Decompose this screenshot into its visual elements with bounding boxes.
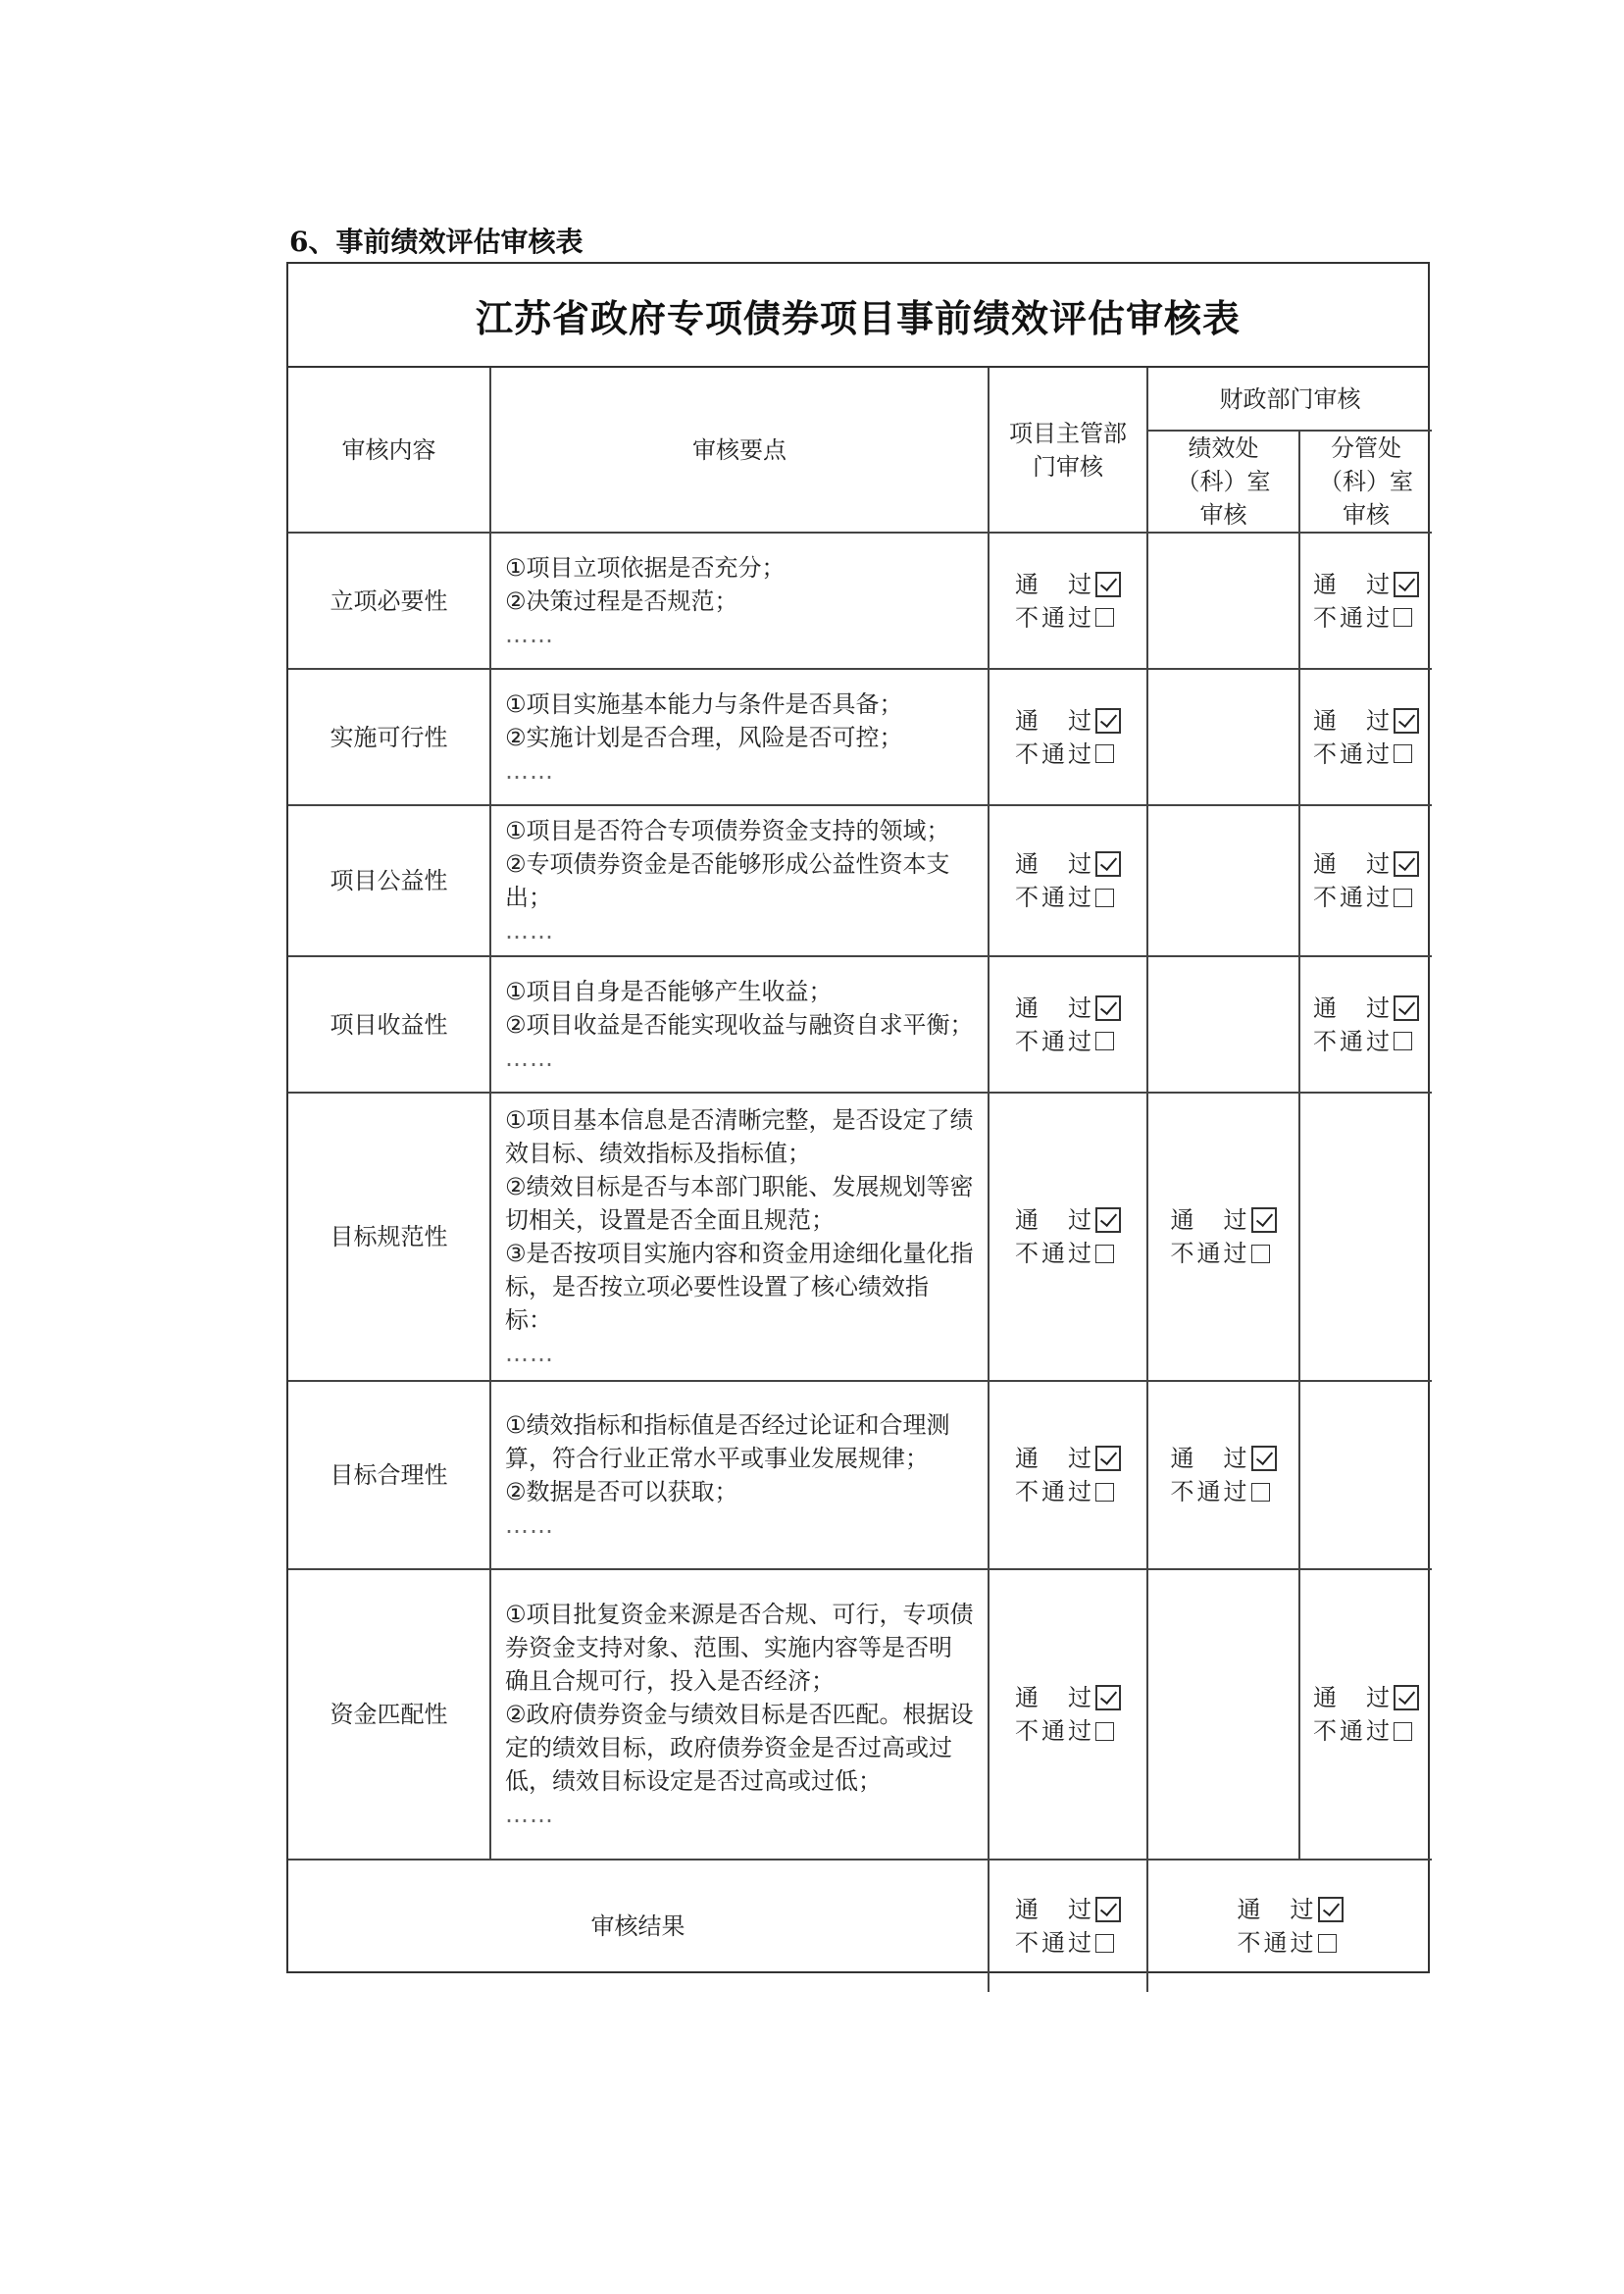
pass-label: 通 过 <box>1313 706 1390 735</box>
fail-label: 不通过 <box>1170 1240 1247 1267</box>
review-item: 实施可行性 <box>288 669 490 805</box>
header-perf-office: 绩效处（科）室审核 <box>1147 431 1299 533</box>
ellipsis: …… <box>505 756 554 785</box>
fail-label: 不通过 <box>1313 1717 1390 1745</box>
pass-fail-mark <box>1015 1442 1121 1508</box>
perf-review-cell <box>1147 1381 1299 1569</box>
table-row <box>288 1381 1432 1569</box>
pass-label: 通 过 <box>1170 1445 1247 1472</box>
form-title: 江苏省政府专项债券项目事前绩效评估审核表 <box>288 264 1428 368</box>
ellipsis: …… <box>505 1511 554 1539</box>
ellipsis: …… <box>505 1801 554 1828</box>
review-point: ①绩效指标和指标值是否经过论证和合理测算，符合行业正常水平或事业发展规律； <box>505 1411 950 1472</box>
result-label: 审核结果 <box>288 1860 989 1992</box>
pass-fail-mark <box>1313 847 1419 914</box>
fail-label: 不通过 <box>1015 739 1091 768</box>
pass-fail-mark <box>1015 1893 1121 1960</box>
review-point: ①项目批复资金来源是否合规、可行，专项债券资金支持对象、范围、实施内容等是否明确且合规可行，投入是否经济； <box>505 1601 974 1695</box>
fail-label: 不通过 <box>1015 1929 1091 1957</box>
review-point: ①项目基本信息是否清晰完整，是否设定了绩效目标、绩效指标及指标值； <box>505 1106 974 1167</box>
pass-label: 通 过 <box>1015 850 1091 878</box>
finance-result-cell <box>1147 1860 1432 1992</box>
fail-label: 不通过 <box>1313 884 1390 911</box>
dept-result-cell <box>989 1860 1147 1992</box>
fail-checkbox[interactable] <box>1095 1934 1114 1953</box>
fail-label: 不通过 <box>1237 1929 1314 1957</box>
table-row <box>288 533 1432 669</box>
review-point: ③是否按项目实施内容和资金用途细化量化指标，是否按立项必要性设置了核心绩效指标： <box>505 1240 974 1334</box>
pass-fail-mark <box>1015 1203 1121 1270</box>
section-title: 6、事前绩效评估审核表 <box>289 226 584 258</box>
result-row <box>288 1860 1432 1992</box>
review-point: ②实施计划是否合理，风险是否可控； <box>505 723 903 751</box>
fail-checkbox[interactable] <box>1394 744 1412 763</box>
review-item: 项目收益性 <box>288 956 490 1093</box>
header-points: 审核要点 <box>490 368 989 533</box>
review-point: ①项目自身是否能够产生收益； <box>505 977 833 1005</box>
perf-review-cell <box>1147 533 1299 669</box>
branch-review-cell <box>1299 956 1432 1093</box>
table-row <box>288 669 1432 805</box>
pass-checkbox[interactable] <box>1095 1897 1121 1922</box>
review-item: 资金匹配性 <box>288 1569 490 1860</box>
fail-checkbox[interactable] <box>1095 608 1114 627</box>
fail-label: 不通过 <box>1015 603 1091 632</box>
pass-fail-mark <box>1171 1442 1277 1508</box>
pass-label: 通 过 <box>1015 570 1091 598</box>
review-points <box>490 533 989 669</box>
pass-checkbox[interactable] <box>1394 708 1419 734</box>
review-point: ①项目是否符合专项债券资金支持的领域； <box>505 817 950 844</box>
dept-review-cell <box>989 1381 1147 1569</box>
header-finance-review: 财政部门审核 <box>1147 368 1432 431</box>
pass-label: 通 过 <box>1313 570 1390 598</box>
pass-fail-mark <box>1015 1681 1121 1748</box>
branch-review-cell <box>1299 669 1432 805</box>
pass-label: 通 过 <box>1313 994 1390 1022</box>
dept-review-cell <box>989 956 1147 1093</box>
dept-review-cell <box>989 533 1147 669</box>
review-item: 目标规范性 <box>288 1093 490 1381</box>
pass-label: 通 过 <box>1313 1684 1390 1711</box>
review-points <box>490 805 989 956</box>
review-point: ①项目实施基本能力与条件是否具备； <box>505 689 903 718</box>
fail-checkbox[interactable] <box>1251 1245 1270 1263</box>
fail-label: 不通过 <box>1015 884 1091 911</box>
fail-label: 不通过 <box>1313 603 1390 632</box>
pass-label: 通 过 <box>1015 1206 1091 1234</box>
ellipsis: …… <box>505 1044 554 1072</box>
table-row <box>288 956 1432 1093</box>
pass-fail-mark <box>1015 847 1121 914</box>
review-point: ②专项债券资金是否能够形成公益性资本支出； <box>505 850 950 911</box>
dept-review-cell <box>989 669 1147 805</box>
review-point: ②项目收益是否能实现收益与融资自求平衡； <box>505 1010 974 1039</box>
branch-review-cell <box>1299 533 1432 669</box>
ellipsis: …… <box>505 620 554 648</box>
fail-checkbox[interactable] <box>1394 1722 1412 1741</box>
branch-review-cell <box>1299 1569 1432 1860</box>
pass-checkbox[interactable] <box>1095 995 1121 1021</box>
fail-checkbox[interactable] <box>1394 889 1412 907</box>
review-point: ①项目立项依据是否充分； <box>505 553 786 582</box>
pass-checkbox[interactable] <box>1394 1685 1419 1710</box>
review-point: ②政府债券资金与绩效目标是否匹配。根据设定的绩效目标，政府债券资金是否过高或过低，绩效目标设定是否过高或过低； <box>505 1701 974 1795</box>
perf-review-cell <box>1147 956 1299 1093</box>
pass-fail-mark <box>1313 992 1419 1058</box>
fail-label: 不通过 <box>1015 1478 1091 1505</box>
ellipsis: …… <box>505 1340 554 1367</box>
fail-checkbox[interactable] <box>1095 1032 1114 1050</box>
pass-checkbox[interactable] <box>1394 851 1419 877</box>
fail-checkbox[interactable] <box>1394 1032 1412 1050</box>
table-row <box>288 1569 1432 1860</box>
pass-checkbox[interactable] <box>1251 1446 1277 1471</box>
perf-review-cell <box>1147 805 1299 956</box>
table-row <box>288 1093 1432 1381</box>
pass-checkbox[interactable] <box>1394 995 1419 1021</box>
fail-checkbox[interactable] <box>1095 1722 1114 1741</box>
pass-label: 通 过 <box>1237 1896 1314 1923</box>
pass-checkbox[interactable] <box>1251 1207 1277 1233</box>
fail-checkbox[interactable] <box>1095 1483 1114 1502</box>
review-point: ②绩效目标是否与本部门职能、发展规划等密切相关，设置是否全面且规范； <box>505 1173 974 1234</box>
branch-review-cell <box>1299 805 1432 956</box>
pass-label: 通 过 <box>1170 1206 1247 1234</box>
branch-review-cell <box>1299 1381 1432 1569</box>
review-points <box>490 1381 989 1569</box>
review-point: ②决策过程是否规范； <box>505 586 738 615</box>
fail-label: 不通过 <box>1313 739 1390 768</box>
fail-label: 不通过 <box>1015 1027 1091 1055</box>
pass-label: 通 过 <box>1015 706 1091 735</box>
pass-label: 通 过 <box>1015 1896 1091 1923</box>
review-item: 目标合理性 <box>288 1381 490 1569</box>
pass-checkbox[interactable] <box>1095 851 1121 877</box>
review-form <box>286 262 1430 1973</box>
perf-review-cell <box>1147 1093 1299 1381</box>
pass-label: 通 过 <box>1015 1445 1091 1472</box>
pass-checkbox[interactable] <box>1394 572 1419 597</box>
pass-checkbox[interactable] <box>1095 1685 1121 1710</box>
pass-checkbox[interactable] <box>1095 708 1121 734</box>
perf-review-cell <box>1147 669 1299 805</box>
pass-fail-mark <box>1171 1203 1277 1270</box>
fail-checkbox[interactable] <box>1095 889 1114 907</box>
pass-label: 通 过 <box>1015 1684 1091 1711</box>
header-row <box>288 368 1432 431</box>
perf-review-cell <box>1147 1569 1299 1860</box>
dept-review-cell <box>989 1093 1147 1381</box>
pass-checkbox[interactable] <box>1318 1897 1344 1922</box>
review-item: 项目公益性 <box>288 805 490 956</box>
review-points <box>490 669 989 805</box>
fail-checkbox[interactable] <box>1095 744 1114 763</box>
review-points <box>490 1093 989 1381</box>
branch-review-cell <box>1299 1093 1432 1381</box>
review-points <box>490 956 989 1093</box>
dept-review-cell <box>989 1569 1147 1860</box>
fail-checkbox[interactable] <box>1318 1934 1337 1953</box>
fail-label: 不通过 <box>1313 1027 1390 1055</box>
ellipsis: …… <box>505 917 554 944</box>
fail-label: 不通过 <box>1015 1240 1091 1267</box>
pass-fail-mark <box>1313 568 1419 635</box>
fail-checkbox[interactable] <box>1095 1245 1114 1263</box>
header-content: 审核内容 <box>288 368 490 533</box>
pass-fail-mark <box>1015 568 1121 635</box>
pass-fail-mark <box>1238 1893 1344 1960</box>
review-point: ②数据是否可以获取； <box>505 1478 738 1505</box>
pass-label: 通 过 <box>1015 994 1091 1022</box>
fail-label: 不通过 <box>1015 1717 1091 1745</box>
pass-fail-mark <box>1015 704 1121 771</box>
header-branch-office: 分管处（科）室审核 <box>1299 431 1432 533</box>
pass-fail-mark <box>1015 992 1121 1058</box>
pass-label: 通 过 <box>1313 850 1390 878</box>
pass-checkbox[interactable] <box>1095 572 1121 597</box>
pass-fail-mark <box>1313 1681 1419 1748</box>
dept-review-cell <box>989 805 1147 956</box>
table-row <box>288 805 1432 956</box>
fail-checkbox[interactable] <box>1394 608 1412 627</box>
pass-checkbox[interactable] <box>1095 1207 1121 1233</box>
fail-checkbox[interactable] <box>1251 1483 1270 1502</box>
review-table <box>288 368 1432 1992</box>
pass-checkbox[interactable] <box>1095 1446 1121 1471</box>
review-item: 立项必要性 <box>288 533 490 669</box>
header-dept-review: 项目主管部门审核 <box>989 368 1147 533</box>
pass-fail-mark <box>1313 704 1419 771</box>
fail-label: 不通过 <box>1170 1478 1247 1505</box>
review-points <box>490 1569 989 1860</box>
